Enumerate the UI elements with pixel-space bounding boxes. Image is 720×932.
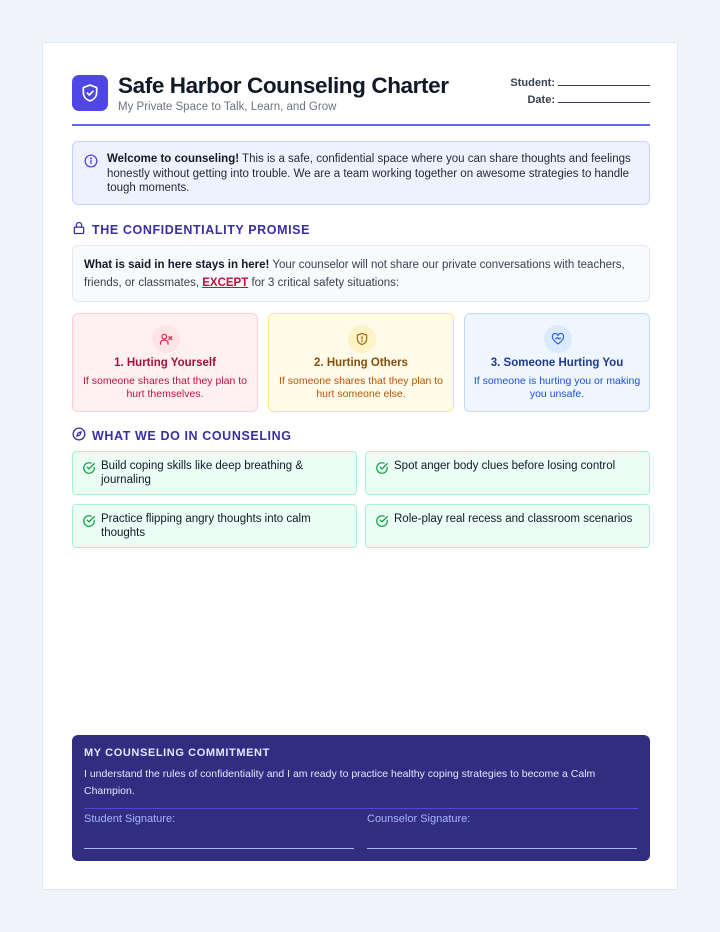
student-label: Student:	[510, 77, 555, 89]
divider	[84, 808, 638, 809]
skill-text: Practice flipping angry thoughts into calm thoughts	[101, 513, 311, 539]
check-circle-icon	[375, 461, 389, 480]
commitment-text: I understand the rules of confidentiality and I am ready to practice healthy coping strategies to become a Calm Champion.	[84, 768, 596, 797]
counselor-signature-label: Counselor Signature:	[367, 813, 471, 825]
card-description: If someone is hurting you or making you unsafe.	[473, 375, 641, 400]
promise-tail: for 3 critical safety situations:	[248, 277, 400, 289]
charter-page	[42, 42, 678, 890]
skill-text: Role-play real recess and classroom scenarios	[394, 513, 633, 525]
skill-text: Spot anger body clues before losing control	[394, 460, 616, 472]
page-title: Safe Harbor Counseling Charter	[118, 73, 449, 98]
confidentiality-heading	[72, 221, 310, 238]
welcome-body: This is a safe, confidential space where you can share thoughts and feelings honestly without getting into trouble. We are a team working together on awesome strategies to handle tough moments.	[107, 153, 631, 194]
card-title: 3. Someone Hurting You	[490, 357, 624, 369]
date-field[interactable]	[527, 94, 650, 106]
commitment-heading: MY COUNSELING COMMITMENT	[84, 747, 270, 759]
student-line	[558, 85, 650, 86]
promise-bold: What is said in here stays in here!	[84, 259, 270, 271]
except-highlight: EXCEPT	[202, 277, 249, 289]
header	[72, 74, 650, 126]
welcome-box	[72, 141, 650, 205]
heart-handshake-icon	[544, 325, 572, 353]
confidentiality-heading-text: THE CONFIDENTIALITY PROMISE	[92, 222, 311, 237]
commitment-box	[72, 735, 650, 861]
promise-box	[72, 245, 650, 302]
compass-icon	[72, 427, 86, 444]
counselor-signature-field[interactable]	[367, 813, 637, 849]
promise-body: Your counselor will not share our private conversations with teachers, friends, or classmates,	[84, 259, 625, 289]
safety-card-hurting-yourself	[72, 313, 258, 412]
card-description: If someone shares that they plan to hurt someone else.	[278, 375, 444, 400]
card-description: If someone shares that they plan to hurt themselves.	[82, 375, 248, 400]
counseling-heading	[72, 427, 292, 444]
skill-item	[72, 504, 357, 548]
shield-alert-icon	[348, 325, 376, 353]
skill-item	[365, 451, 650, 495]
skill-item	[72, 451, 357, 495]
check-circle-icon	[375, 514, 389, 533]
page-subtitle: My Private Space to Talk, Learn, and Grow	[118, 101, 337, 113]
date-line	[558, 102, 650, 103]
student-signature-label: Student Signature:	[84, 813, 176, 825]
info-icon	[84, 154, 98, 173]
skill-text: Build coping skills like deep breathing & journaling	[101, 460, 304, 486]
card-title: 1. Hurting Yourself	[114, 357, 216, 369]
check-circle-icon	[82, 514, 96, 533]
lock-icon	[72, 221, 86, 238]
shield-check-icon	[72, 75, 108, 111]
card-title: 2. Hurting Others	[314, 357, 408, 369]
welcome-bold: Welcome to counseling!	[107, 153, 240, 165]
welcome-text	[107, 152, 637, 196]
skill-item	[365, 504, 650, 548]
student-field[interactable]	[510, 77, 650, 89]
student-signature-field[interactable]	[84, 813, 354, 849]
check-circle-icon	[82, 461, 96, 480]
user-x-icon	[152, 325, 180, 353]
counseling-heading-text: WHAT WE DO IN COUNSELING	[92, 428, 292, 443]
promise-text	[84, 256, 634, 292]
date-label: Date:	[527, 94, 555, 106]
safety-card-hurting-others	[268, 313, 454, 412]
safety-card-someone-hurting-you	[464, 313, 650, 412]
